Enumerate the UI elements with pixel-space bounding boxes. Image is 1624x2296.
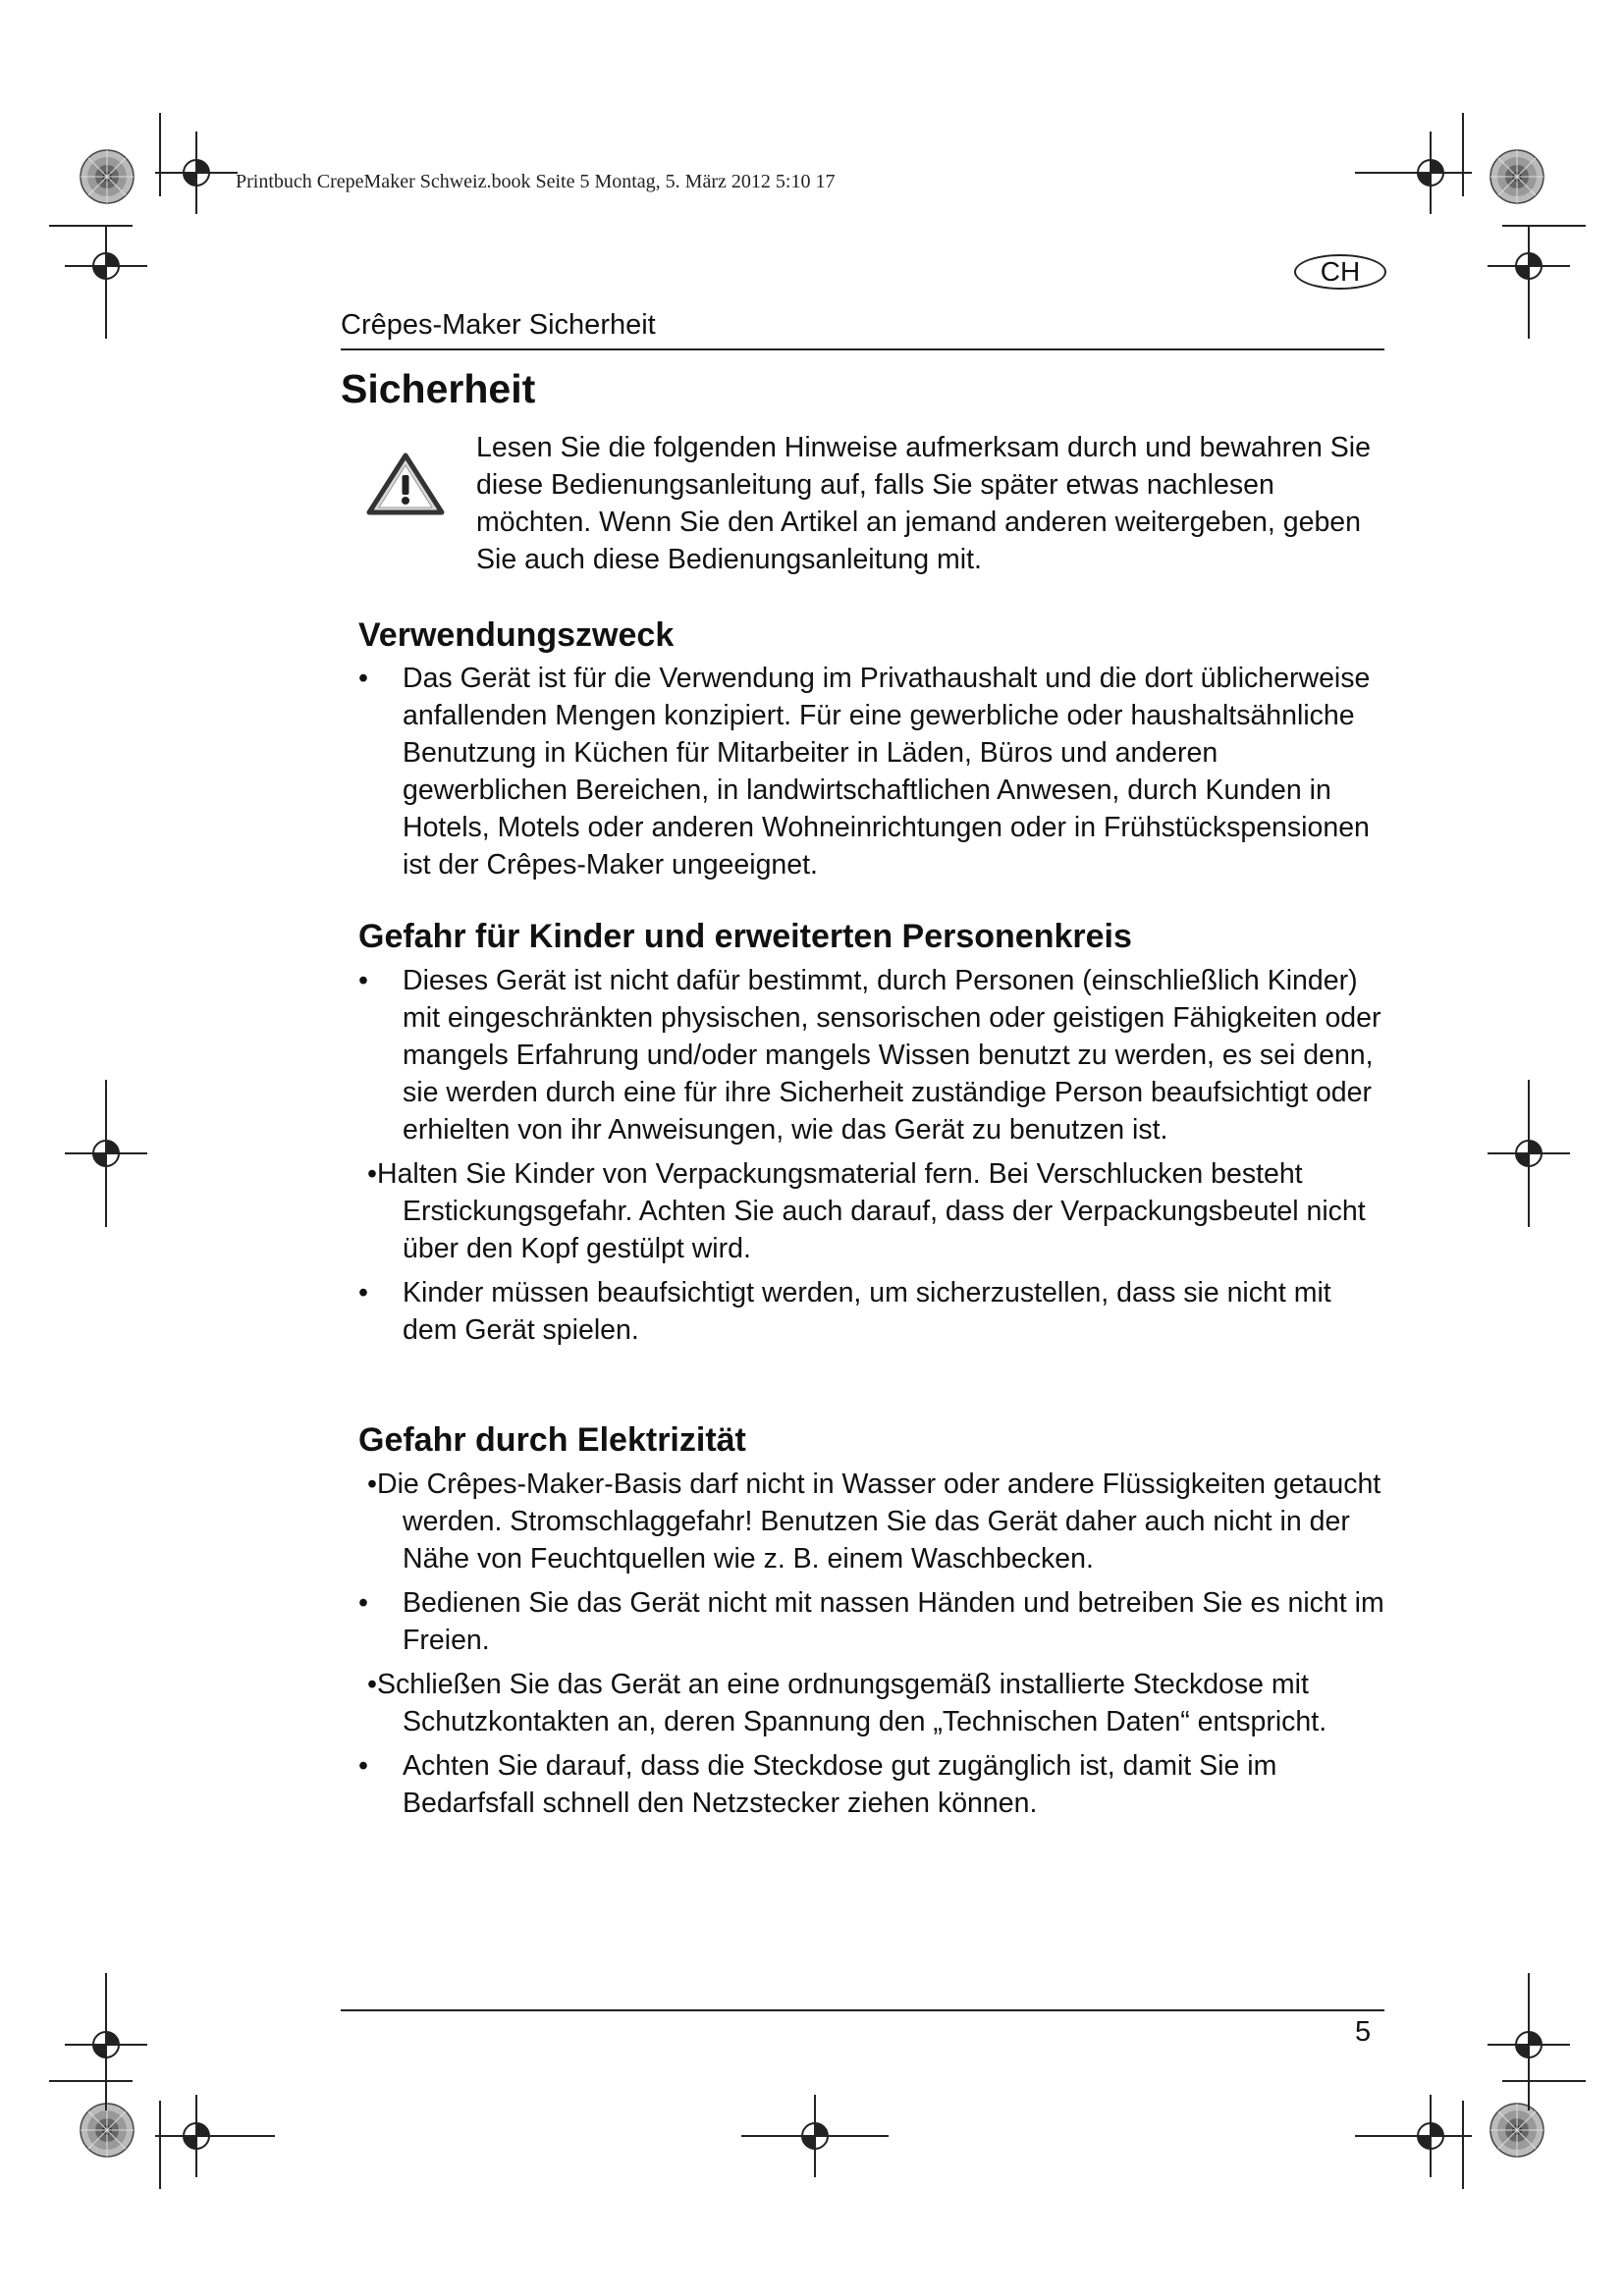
list-item-text: Schließen Sie das Gerät an eine ordnungsgemäß installierte Steckdose mit Schutzkontakten an, deren Spannung den „Technischen Daten“ entspricht. (376, 1669, 1327, 1737)
color-target-icon (81, 2104, 134, 2157)
list-item (358, 1274, 1389, 1349)
page-number: 5 (1355, 2016, 1372, 2048)
bullet-icon: • (358, 965, 368, 996)
list-item (358, 1155, 1389, 1267)
bullet-icon: • (358, 663, 368, 694)
color-target-icon (1490, 150, 1543, 203)
section-heading-kinder: Gefahr für Kinder und erweiterten Personenkreis (358, 918, 1132, 955)
list-item-text: Kinder müssen beaufsichtigt werden, um sicherzustellen, dass sie nicht mit dem Gerät spielen. (403, 1277, 1331, 1346)
country-badge: CH (1294, 254, 1386, 290)
registration-mark-icon (155, 132, 238, 214)
bullet-icon: • (367, 1158, 377, 1190)
footer-divider (341, 2009, 1384, 2011)
bullet-icon: • (358, 1277, 368, 1308)
list-item (358, 1666, 1389, 1740)
section-list-verwendungszweck (358, 660, 1389, 890)
section-heading-elektrizitaet: Gefahr durch Elektrizität (358, 1421, 746, 1459)
list-item (358, 1584, 1389, 1659)
color-target-icon (81, 150, 134, 203)
bullet-icon: • (367, 1468, 377, 1500)
list-item (358, 1466, 1389, 1577)
list-item-text: Halten Sie Kinder von Verpackungsmaterial fern. Bei Verschlucken besteht Erstickungsgefahr. Achten Sie auch darauf, dass der Verpackungsbeutel nicht über den Kopf gestülpt wird. (376, 1158, 1366, 1264)
intro-paragraph: Lesen Sie die folgenden Hinweise aufmerksam durch und bewahren Sie diese Bedienungsanleitung auf, falls Sie später etwas nachlesen möchten. Wenn Sie den Artikel an jemand anderen weitergeben, geben Sie auch diese Bedienungsanleitung mit. (476, 432, 1371, 575)
list-item (358, 1747, 1389, 1822)
bullet-icon: • (358, 1750, 368, 1782)
header-divider (341, 348, 1384, 350)
section-list-elektrizitaet (358, 1466, 1389, 1829)
color-target-icon (1490, 2104, 1543, 2157)
list-item-text: Dieses Gerät ist nicht dafür bestimmt, durch Personen (einschließlich Kinder) mit eingeschränkten physischen, sensorischen oder geistigen Fähigkeiten oder mangels Erfahrung und/oder mangels Wissen benutzt zu werden, es sei denn, sie werden durch eine für ihre Sicherheit zuständige Person beaufsichtigt oder erhielten von ihr Anweisungen, wie das Gerät zu benutzen ist. (403, 965, 1381, 1146)
bullet-icon: • (358, 1587, 368, 1619)
page-title: Sicherheit (341, 366, 536, 411)
list-item-text: Achten Sie darauf, dass die Steckdose gut zugänglich ist, damit Sie im Bedarfsfall schnell den Netzstecker ziehen können. (403, 1750, 1277, 1819)
warning-triangle-icon (363, 450, 448, 518)
list-item-text: Bedienen Sie das Gerät nicht mit nassen Händen und betreiben Sie es nicht im Freien. (403, 1587, 1384, 1656)
list-item-text: Die Crêpes-Maker-Basis darf nicht in Wasser oder andere Flüssigkeiten getaucht werden. Stromschlaggefahr! Benutzen Sie das Gerät daher auch nicht in der Nähe von Feuchtquellen wie z. B. einem Waschbecken. (376, 1468, 1381, 1575)
running-header: Crêpes-Maker Sicherheit (341, 309, 656, 341)
list-item (358, 962, 1389, 1148)
print-info-line: Printbuch CrepeMaker Schweiz.book Seite 5 Montag, 5. März 2012 5:10 17 (236, 171, 836, 192)
bullet-icon: • (367, 1669, 377, 1700)
section-list-kinder (358, 962, 1389, 1356)
list-item (358, 660, 1389, 883)
list-item-text: Das Gerät ist für die Verwendung im Privathaushalt und die dort üblicherweise anfallenden Mengen konzipiert. Für eine gewerbliche oder haushaltsähnliche Benutzung in Küchen für Mitarbeiter in Läden, Büros und anderen gewerblichen Bereichen, in landwirtschaftlichen Anwesen, durch Kunden in Hotels, Motels oder anderen Wohneinrichtungen oder in Frühstückspensionen ist der Crêpes-Maker ungeeignet. (403, 663, 1371, 881)
section-heading-verwendungszweck: Verwendungszweck (358, 616, 675, 654)
